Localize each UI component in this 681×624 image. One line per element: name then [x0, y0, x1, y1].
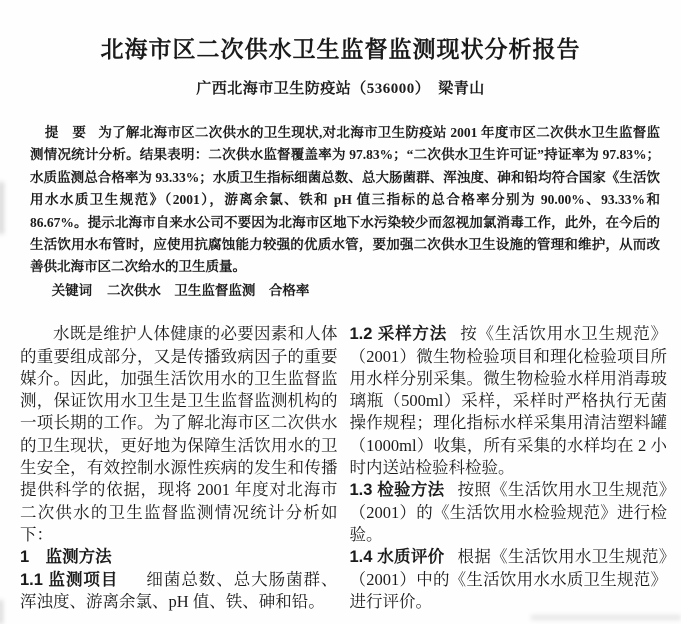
- abstract-text: 为了解北海市区二次供水的卫生现状,对北海市卫生防疫站 2001 年度市区二次供水卫生监督监测情况统计分析。结果表明：二次供水监督覆盖率为 97.83%；“二次供水卫生许可证”持证率为 97.83%；水质监测总合格率为 93.33%；水质卫生指标细菌总数、总大肠菌群、浑浊度、砷和铅均符合国家《生活饮用水水质卫生规范》（2001），游离余氯、铁和 pH 值三指标的总合格率分别为 90.00%、93.33%和 86.67%。提示北海市自来水公司不要因为北海市区地下水污染较少而忽视加氯消毒工作，此外，在今后的生活饮用水布管时，应使用抗腐蚀能力较强的优质水管，要加强二次供水卫生设施的管理和维护，从而改善供北海市区二次给水的卫生质量。: [30, 125, 661, 275]
- keywords-line: [30, 280, 660, 302]
- right-column: [350, 323, 668, 613]
- scan-artifact-bottom-left: [0, 600, 3, 624]
- section-1-3-text: 按照《生活饮用水卫生规范》（2001）的《生活饮用水检验规范》进行检验。: [349, 480, 667, 544]
- intro-paragraph: 水既是维护人体健康的必要因素和人体的重要组成部分，又是传播致病因子的重要媒介。因此，加强生活饮用水的卫生监督监测，保证饮用水卫生是卫生监督监测机构的一项长期的工作。为了解北海市区二次供水的卫生现状，更好地为保障生活饮用水的卫生安全，有效控制水源性疾病的发生和传播提供科学的依据，现将 2001 年度对北海市二次供水的卫生监督监测情况统计分析如下：: [20, 324, 338, 544]
- keywords-label: 关键词: [51, 282, 93, 298]
- paper-title: 北海市区二次供水卫生监督监测现状分析报告: [100, 37, 581, 62]
- section-1-1-text: 细菌总数、总大肠菌群、浑浊度、游离余氯、pH 值、铁、砷和铅。: [20, 569, 338, 611]
- section-1-2-label: 1.2 采样方法: [349, 325, 448, 344]
- abstract-label: 提 要: [44, 125, 87, 140]
- section-1-4-text: 根据《生活饮用水卫生规范》（2001）中的《生活饮用水水质卫生规范》进行评价。: [349, 547, 667, 611]
- section-1-heading: 1 监测方法: [20, 548, 112, 567]
- section-1-3: [350, 479, 668, 546]
- abstract-paragraph: [30, 122, 660, 279]
- section-1-2-text: 按《生活饮用水卫生规范》（2001）微生物检验项目和理化检验项目所用水样分别采集。微生物检验水样用消毒玻璃瓶（500ml）采样，采样时严格执行无菌操作规程；理化指标水样采集用清洁塑料罐（1000ml）收集，所有采集的水样均在 2 小时内送站检验科检验。: [349, 324, 667, 478]
- author-affiliation-byline: 广西北海市卫生防疫站（536000） 梁青山: [196, 81, 485, 97]
- scan-artifact-bottom-right: [531, 615, 681, 620]
- section-1-3-label: 1.3 检验方法: [349, 481, 445, 500]
- two-column-body: [20, 323, 667, 613]
- left-column: [20, 323, 338, 613]
- section-1-1: [20, 569, 338, 614]
- scan-artifact-left: [0, 182, 4, 234]
- section-1-4: [350, 546, 668, 613]
- section-1-1-label: 1.1 监测项目: [20, 570, 119, 589]
- keywords-text: 二次供水 卫生监督监测 合格率: [106, 282, 310, 298]
- section-1-2: [350, 323, 668, 479]
- section-1-4-label: 1.4 水质评价: [349, 548, 445, 567]
